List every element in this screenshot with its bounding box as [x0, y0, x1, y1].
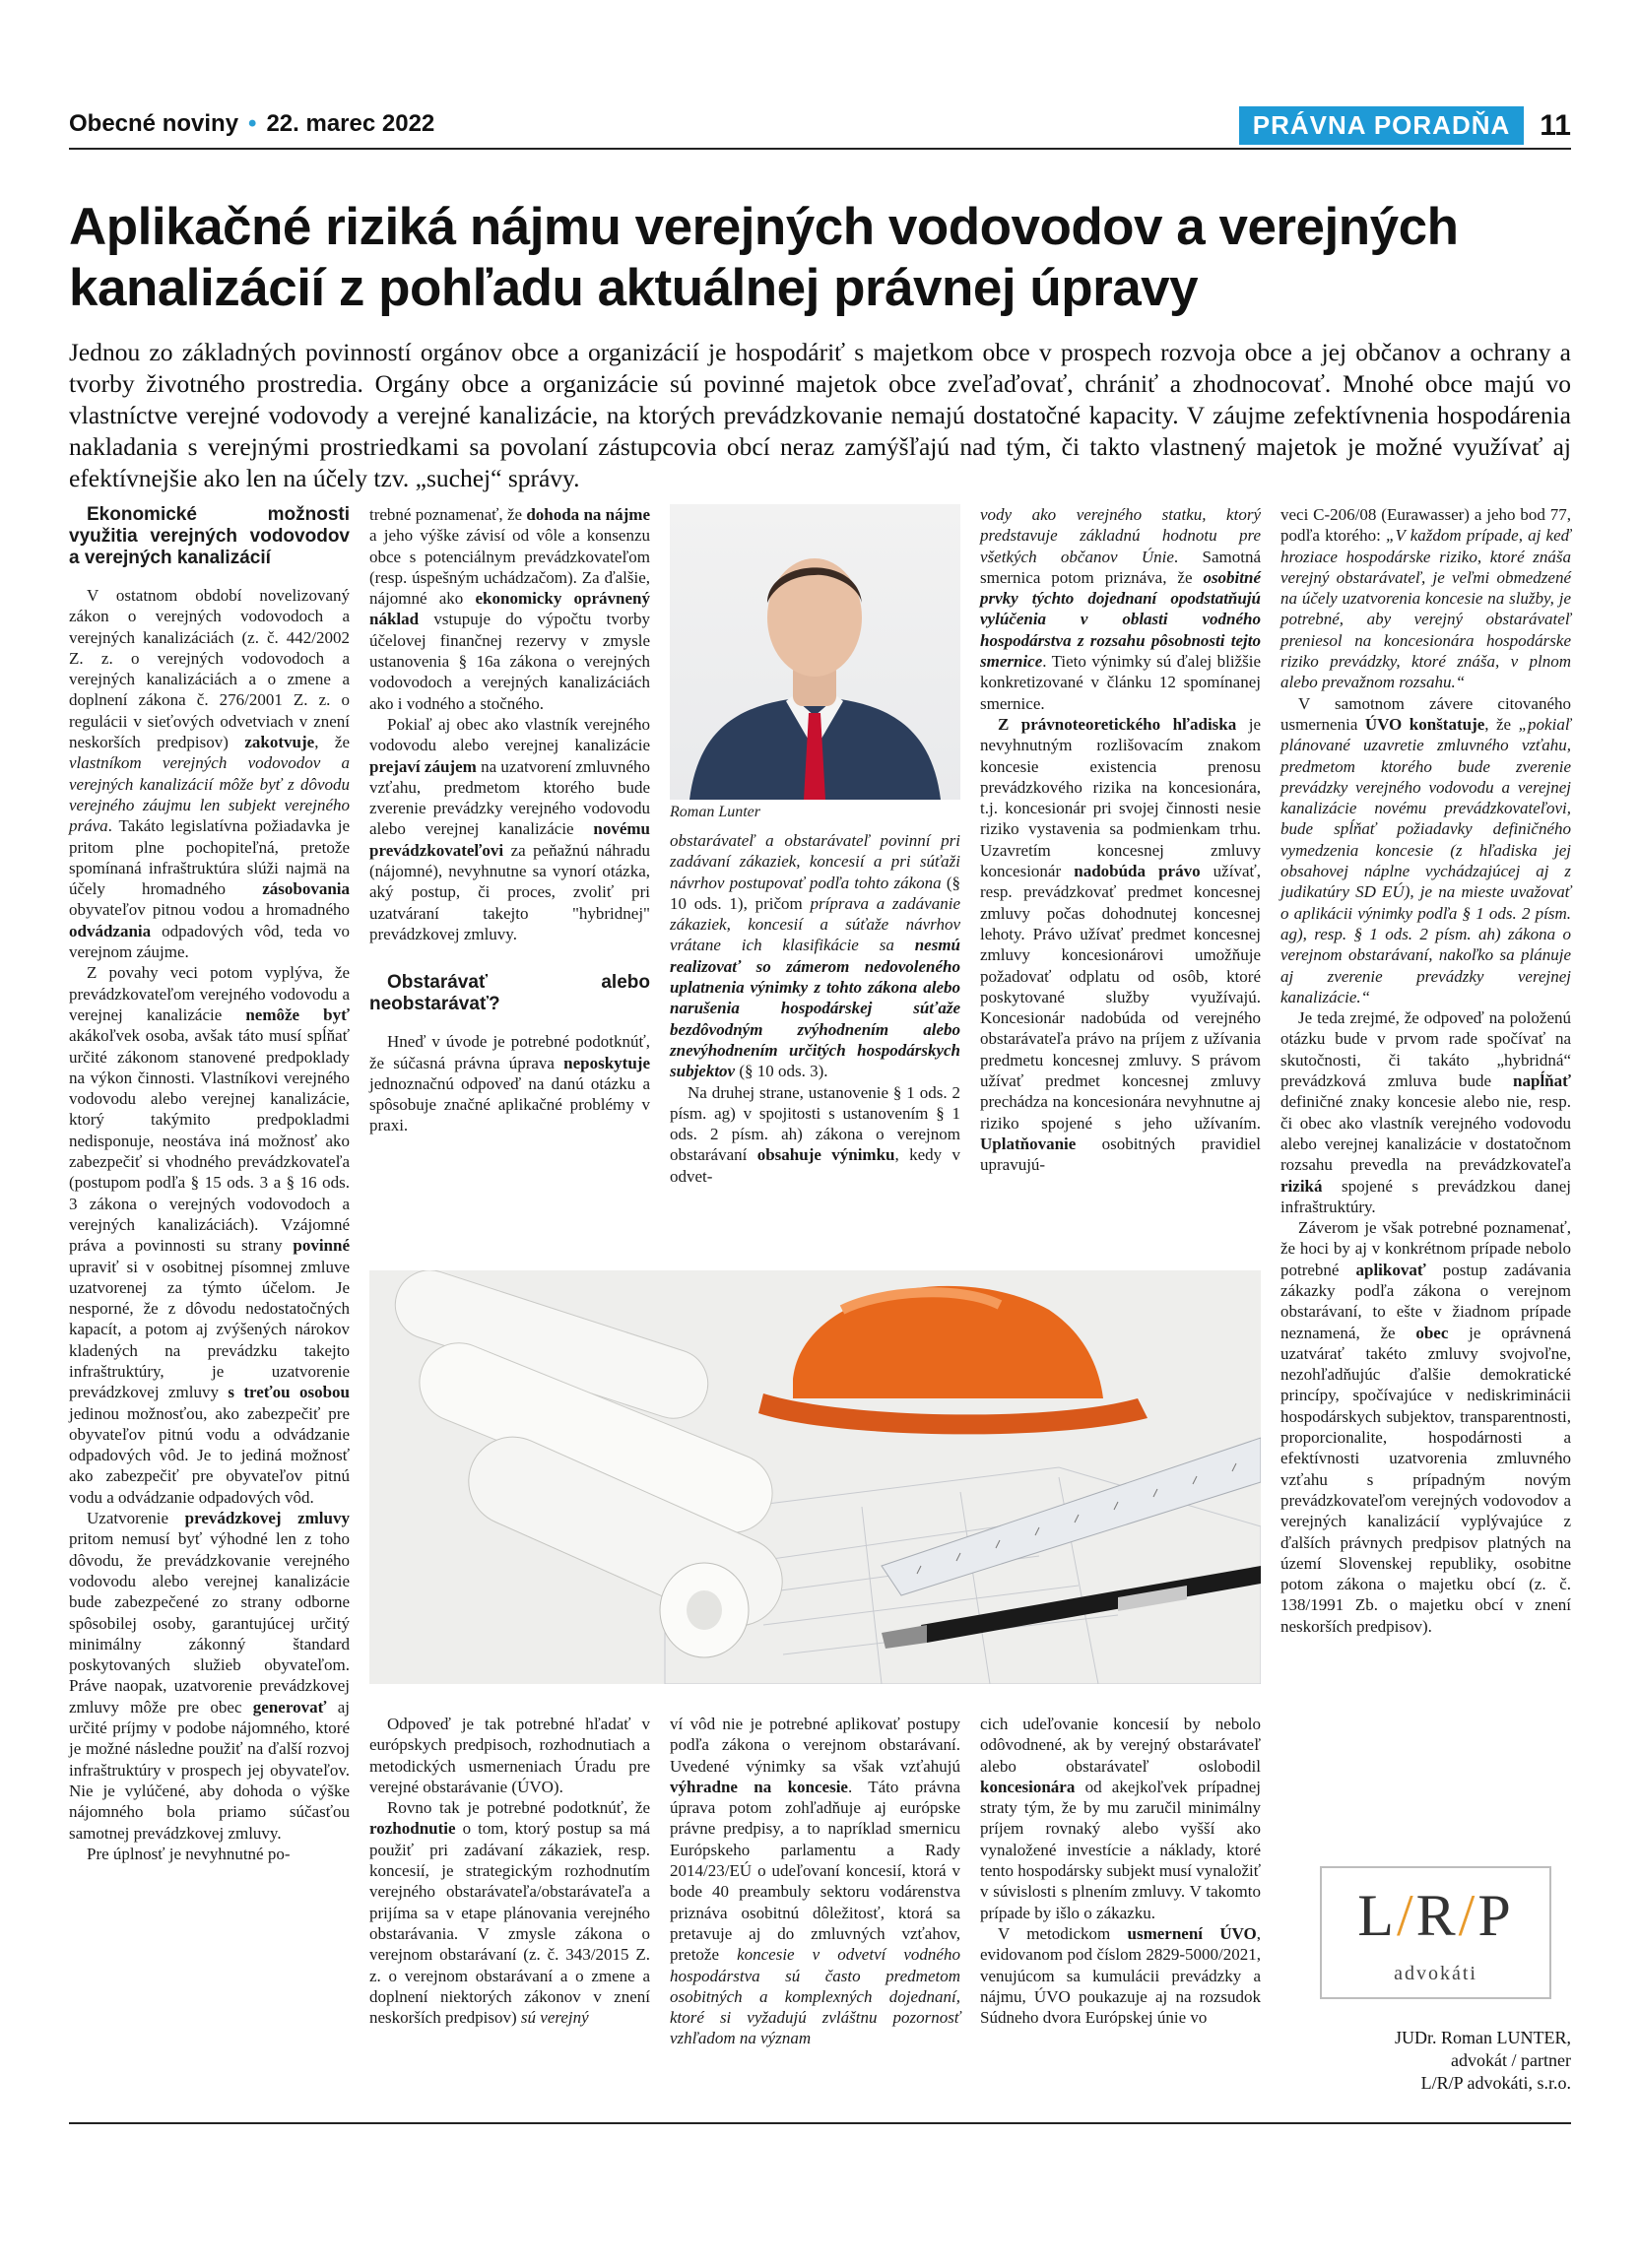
page-number: 11 [1540, 108, 1571, 142]
column-2 [369, 504, 650, 1136]
section-label: PRÁVNA PORADŇA [1239, 106, 1525, 145]
body-paragraph: Rovno tak je potrebné podotknúť, že rozhodnutie o tom, ktorý postup sa má použiť pri zadávaní zákaziek, resp. koncesií, je strategickým rozhodnutím verejného obstarávateľa/obstarávateľa a prijíma sa v etape plánovania verejného obstarávania. V zmysle zákona o verejnom obstarávaní (z. č. 343/2015 Z. z. o verejnom obstarávaní a o zmene a doplnení niektorých zákonov v znení neskorších predpisov) sú verejný [369, 1798, 650, 2028]
author-signature [1395, 2027, 1571, 2095]
body-paragraph: cich udeľovanie koncesií by nebolo odôvodnené, ak by verejný obstarávateľ alebo obstarávateľ oslobodil koncesionára od akejkoľvek prípadnej straty tým, že by mu zaručil minimálny príjem rovnaký alebo vyšší ako vynaložené investície a náklady, ktoré tento hospodársky subjekt musí vynaložiť v súvislosti s plnením zmluvy. V takomto prípade by išlo o zákazku. [980, 1715, 1261, 1922]
column-4 [980, 504, 1261, 1176]
body-paragraph: obstarávateľ a obstarávateľ povinní pri zadávaní zákaziek, koncesií a pri súťaži návrhov postupovať podľa tohto zákona (§ 10 ods. 1), pričom príprava a zadávanie zákaziek, koncesií a súťaže návrhov vrátane ich klasifikácie sa nesmú realizovať so zámerom nedovoleného uplatnenia výnimky z tohto zákona alebo narušenia hospodárskej súťaže bezdôvodným zvýhodnením alebo znevýhodnením určitých hospodárskych subjektov (§ 10 ods. 3). [670, 831, 960, 1081]
top-rule [69, 148, 1571, 150]
portrait-photo [670, 504, 960, 800]
body-paragraph: Hneď v úvode je potrebné podotknúť, že súčasná právna úprava neposkytuje jednoznačnú odpoveď na danú otázku a spôsobuje značné aplikačné problémy v praxi. [369, 1032, 650, 1135]
body-paragraph: veci C-206/08 (Eurawasser) a jeho bod 77, podľa ktorého: „V každom prípade, aj keď hroziace hospodárske riziko, ktoré znáša verejný obstarávateľ, je veľmi obmedzené na účely uzatvorenia koncesie na služby, je potrebné, aby verejný obstarávateľ preniesol na koncesionára hospodárske riziko prevádzky, ktoré znáša, v plnom alebo prevažnom rozsahu.“ [1280, 505, 1571, 692]
column-3 [670, 830, 960, 1187]
lead-paragraph: Jednou zo základných povinností orgánov obce a organizácií je hospodáriť s majetkom obce v prospech rozvoja obce a jej občanov a ochrany a tvorby životného prostredia. Orgány obce a organizácie sú povinné majetok obce zveľaďovať, chrániť a zhodnocovať. Mnohé obce majú vo vlastníctve verejné vodovody a verejné kanalizácie, na ktorých prevádzkovanie nemajú dostatočné kapacity. V záujme zefektívnenia hospodárenia nakladania s verejnými prostriedkami sa povolaní zástupcovia obcí neraz zamýšľajú nad tým, či takto vlastnený majetok je možné využívať aj efektívnejšie ako len na účely tzv. „suchej“ správy. [69, 338, 1571, 492]
body-paragraph: ví vôd nie je potrebné aplikovať postupy podľa zákona o verejnom obstarávaní. Uvedené výnimky sa však vzťahujú výhradne na koncesie. Táto právna úprava potom zohľadňuje aj európske právne predpisy, a to napríklad smernicu Európskeho parlamentu a Rady 2014/23/EÚ o udeľovaní koncesií, ktorá v bode 40 preambuly sektoru vodárenstva priznáva osobitnú dôležitosť, ktorá sa pretavuje aj do zmluvných vzťahov, pretože koncesie v odvetví vodného hospodárstva sú často predmetom osobitných a komplexných dojednaní, ktoré si vyžadujú zvláštnu pozornosť vzhľadom na význam [670, 1715, 960, 2048]
body-paragraph: Záverom je však potrebné poznamenať, že hoci by aj v konkrétnom prípade nebolo potrebné aplikovať postup zadávania zákazky podľa zákona o verejnom obstarávaní, to ešte v žiadnom prípade neznamená, že obec je oprávnená uzatvárať takéto zmluvy svojvoľne, nezohľadňujúc ďalšie demokratické princípy, spočívajúce v nediskriminácii hospodárskych subjektov, transparentnosti, proporcionalite, hospodárnosti a efektívnosti uzatvorenia zmluvného vzťahu s prípadným novým prevádzkovateľom verejných vodovodov a verejných kanalizácií vyplývajúce z ďalších právnych predpisov platných na území Slovenskej republiky, osobitne potom zákona o majetku obcí (z. č. 138/1991 Zb. o majetku obcí v znení neskorších predpisov). [1280, 1218, 1571, 1636]
body-paragraph: Odpoveď je tak potrebné hľadať v európskych predpisoch, rozhodnutiach a metodických usmerneniach Úradu pre verejné obstarávanie (ÚVO). [369, 1715, 650, 1796]
body-paragraph: V ostatnom období novelizovaný zákon o verejných vodovodoch a verejných kanalizáciách (z. č. 442/2002 Z. z. o verejných vodovodoch a verejných kanalizáciách a o zmene a doplnení zákona č. 276/2001 Z. z. o regulácii v sieťových odvetviach v znení neskorších predpisov) zakotvuje, že vlastníkom verejných vodovodov a verejných kanalizácií môže byť z dôvodu verejného záujmu len subjekt verejného práva. Takáto legislatívna požiadavka je pritom plne pochopiteľná, pretože spomínaná infraštruktúra slúži najmä na účely hromadného zásobovania obyvateľov pitnou vodou a hromadného odvádzania odpadových vôd, teda vo verejnom záujme. [69, 586, 350, 962]
logo-subtitle: advokáti [1394, 1963, 1477, 1984]
body-paragraph: Z právnoteoretického hľadiska je nevyhnutným rozlišovacím znakom koncesie existencia prenosu prevádzkového rizika na koncesionára, t.j. koncesionár pri svojej činnosti nesie riziko vystavenia sa podmienkam trhu. Uzavretím koncesnej zmluvy koncesionár nadobúda právo užívať, resp. prevádzkovať predmet koncesnej zmluvy počas dohodnutej koncesnej lehoty. Právo užívať predmet koncesnej zmluvy koncesionárovi umožňuje požadovať odplatu od osôb, ktoré poskytované služby využívajú. Koncesionár nadobúda od verejného obstarávateľa právo na príjem z užívania predmetu koncesnej zmluvy. S právom užívať predmet koncesnej zmluvy prechádza na koncesionára nevyhnutne aj riziko spojené s jeho užívaním. Uplatňovanie osobitných pravidiel upravujú- [980, 714, 1262, 1175]
masthead [69, 106, 1571, 146]
body-paragraph: Pre úplnosť je nevyhnutné po- [87, 1844, 291, 1863]
issue-date: 22. marec 2022 [266, 110, 435, 137]
column-4-bottom [980, 1714, 1261, 2028]
paper-name: Obecné noviny [69, 110, 239, 137]
column-2-bottom [369, 1714, 650, 2028]
masthead-separator: • [248, 110, 257, 137]
author-firm: L/R/P advokáti, s.r.o. [1420, 2073, 1571, 2093]
subhead-procurement: Obstarávať alebo neobstarávať? [369, 972, 650, 1015]
masthead-left [69, 110, 434, 138]
column-5 [1280, 504, 1571, 1637]
subhead-economic: Ekonomické možnosti využitia verejných vodovodov a verejných kanalizácií [69, 504, 350, 568]
body-paragraph: Pokiaľ aj obec ako vlastník verejného vodovodu alebo verejnej kanalizácie prejaví záujem na uzatvorení zmluvného vzťahu, predmetom ktorého bude zverenie prevádzky verejného vodovodu alebo verejnej kanalizácie novému prevádzkovateľovi za peňažnú náhradu (nájomné), nevyhnutne sa vynorí otázka, aký postup, či proces, zvoliť pri uzatváraní takejto "hybridnej" prevádzkovej zmluvy. [369, 714, 651, 943]
portrait-caption: Roman Lunter [670, 804, 760, 820]
firm-logo [1320, 1866, 1551, 1999]
logo-mark: L/R/P [1357, 1883, 1514, 1948]
masthead-right [1239, 106, 1571, 145]
portrait-illustration [670, 504, 960, 800]
author-role: advokát / partner [1451, 2050, 1571, 2070]
column-3-bottom [670, 1714, 960, 2049]
body-paragraph: trebné poznamenať, že dohoda na nájme a jeho výške závisí od vôle a konsenzu obce s potenciálnym prevádzkovateľom (resp. úspešným uchádzačom). Za ďalšie, nájomné ako ekonomicky oprávnený náklad vstupuje do výpočtu tvorby účelovej finančnej rezervy v zmysle ustanovenia § 16a zákona o verejných vodovodoch a verejných kanalizáciách ako i vodného a stočného. [369, 505, 651, 713]
blueprints-helmet-illustration [369, 1270, 1261, 1684]
body-paragraph: V metodickom usmernení ÚVO, evidovanom pod číslom 2829-5000/2021, venujúcom sa kumulácii prevádzky a nájmu, ÚVO poukazuje aj na rozsudok Súdneho dvora Európskej únie vo [980, 1923, 1262, 2028]
body-paragraph: vody ako verejného statku, ktorý predstavuje základnú hodnotu pre všetkých občanov Únie. Samotná smernica potom priznáva, že osobitné prvky týchto dojednaní opodstatňujú vylúčenia v oblasti vodného hospodárstva z rozsahu pôsobnosti tejto smernice. Tieto výnimky sú ďalej bližšie konkretizované v článku 12 spomínanej smernice. [980, 505, 1261, 713]
article-photo [369, 1270, 1261, 1684]
column-1 [69, 504, 350, 1864]
body-paragraph: Je teda zrejmé, že odpoveď na položenú otázku bude v prvom rade spočívať na skutočnosti, či takáto „hybridná“ prevádzková zmluva bude napĺňať definičné znaky koncesie alebo nie, resp. či obec ako vlastník verejného vodovodu alebo verejnej kanalizácie v dostatočnom rozsahu prevedla na prevádzkovateľa riziká spojené s prevádzkou danej infraštruktúry. [1280, 1008, 1571, 1216]
body-paragraph: Uzatvorenie prevádzkovej zmluvy pritom nemusí byť výhodné len z toho dôvodu, že prevádzkovanie verejného vodovodu alebo verejnej kanalizácie bude zabezpečené zo strany odborne spôsobilej osoby, garantujúcej určitý minimálny zákonný štandard poskytovaných služieb obyvateľom. Práve naopak, uzatvorenie prevádzkovej zmluvy môže pre obec generovať aj určité príjmy v podobe nájomného, ktoré je možné následne použiť na ďalší rozvoj infraštruktúry v prospech jej obyvateľov. Nie je vylúčené, aby dohoda o výške nájomného bola priamo súčasťou samotnej prevádzkovej zmluvy. [69, 1509, 350, 1843]
body-paragraph: Na druhej strane, ustanovenie § 1 ods. 2 písm. ag) v spojitosti s ustanovením § 1 ods. 2 písm. ah) zákona o verejnom obstarávaní obsahuje výnimku, kedy v odvet- [670, 1082, 961, 1186]
author-name: JUDr. Roman LUNTER, [1395, 2028, 1571, 2047]
bottom-rule [69, 2122, 1571, 2124]
body-paragraph: V samotnom závere citovaného usmernenia ÚVO konštatuje, že „pokiaľ plánované uzavretie zmluvného vzťahu, predmetom ktorého bude zverenie prevádzky verejného vodovodu a verejnej kanalizácie novému prevádzkovateľovi, bude spĺňať požiadavky definičného vymedzenia koncesie (z hľadiska jej obsahovej náplne vychádzajúcej aj z judikatúry SD EÚ), je na mieste uvažovať o aplikácii výnimky podľa § 1 ods. 2 písm. ag), resp. § 1 ods. 2 písm. ah) zákona o verejnom obstarávaní, nakoľko sa plánuje aj zverenie prevádzky verejnej kanalizácie.“ [1280, 693, 1572, 1006]
headline: Aplikačné riziká nájmu verejných vodovodov a verejných kanalizácií z pohľadu aktuálnej právnej úpravy [69, 198, 1459, 317]
body-paragraph: Z povahy veci potom vyplýva, že prevádzkovateľom verejného vodovodu a verejnej kanalizácie nemôže byť akákoľvek osoba, avšak táto musí spĺňať určité zákonom stanovené predpoklady na výkon činnosti. Vlastníkovi verejného vodovodu alebo verejnej kanalizácie, ktorý takýmito predpokladmi nedisponuje, neostáva iná možnosť ako zabezpečiť si vhodného prevádzkovateľa (postupom podľa § 15 ods. 3 a § 16 ods. 3 zákona o verejných vodovodoch a verejných kanalizáciách). Vzájomné práva a povinnosti su strany povinné upraviť si v osobitnej písomnej zmluve uzatvorenej za týmto účelom. Je nesporné, že z dôvodu nedostatočných kapacít, a potom aj zvýšených nárokov kladených na prevádzku takejto infraštruktúry, je uzatvorenie prevádzkovej zmluvy s treťou osobou jedinou možnosťou, ako zabezpečiť pre obyvateľov pitnú vodu a odvádzanie odpadových vôd. Je to jediná možnosť ako zabezpečiť pre obyvateľov pitnú vodu a odvádzanie odpadových vôd. [69, 963, 350, 1507]
